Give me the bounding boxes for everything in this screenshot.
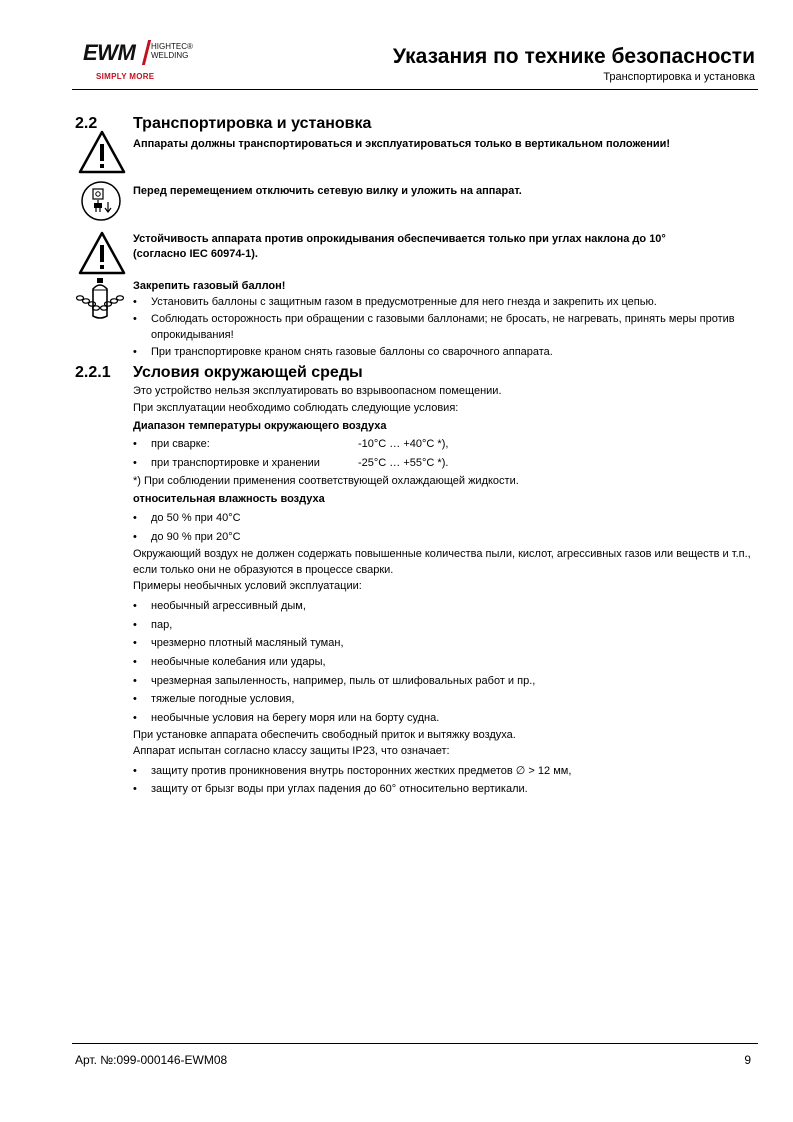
bullet-dot: •: [133, 656, 137, 668]
tilt-warning-line-1: Устойчивость аппарата против опрокидывания обеспечивается только при углах наклона до 10°: [133, 233, 666, 245]
logo-tagline-2: WELDING: [151, 51, 189, 60]
list-item-text: необычный агрессивный дым,: [151, 600, 306, 612]
bullet-dot: •: [133, 531, 137, 543]
list-item-text: При транспортировке краном снять газовые баллоны со сварочного аппарата.: [151, 346, 553, 358]
humidity-text: до 50 % при 40°C: [151, 512, 241, 524]
bullet-dot: •: [133, 693, 137, 705]
page-title: Указания по технике безопасности: [392, 45, 755, 68]
gas-cylinder-heading: Закрепить газовый баллон!: [133, 280, 286, 292]
temperature-label: при транспортировке и хранении: [151, 457, 320, 469]
air-quality-line-1: Окружающий воздух не должен содержать повышенные количества пыли, кислот, агрессивных газов или веществ и т.п.,: [133, 548, 751, 560]
ewm-logo: [83, 40, 203, 86]
logo-tagline-1: HIGHTEC®: [151, 42, 193, 51]
unplug-note: Перед перемещением отключить сетевую вилку и уложить на аппарат.: [133, 185, 522, 197]
list-item-text: необычные колебания или удары,: [151, 656, 326, 668]
air-quality-line-2: если только они не образуются в процессе сварки.: [133, 564, 394, 576]
header-divider: [72, 89, 758, 90]
gas-cylinder-chain-icon: [74, 276, 126, 322]
bullet-dot: •: [133, 619, 137, 631]
bullet-dot: •: [133, 712, 137, 724]
list-item-text: необычные условия на берегу моря или на борту судна.: [151, 712, 440, 724]
humidity-heading: относительная влажность воздуха: [133, 493, 325, 505]
installation-note: При установке аппарата обеспечить свободный приток и вытяжку воздуха.: [133, 729, 516, 741]
bullet-dot: •: [133, 457, 137, 469]
warning-triangle-icon: [77, 129, 127, 175]
humidity-text: до 90 % при 20°C: [151, 531, 241, 543]
list-item-text: тяжелые погодные условия,: [151, 693, 295, 705]
examples-heading: Примеры необычных условий эксплуатации:: [133, 580, 362, 592]
page-number: 9: [744, 1053, 751, 1067]
list-item-text: чрезмерная запыленность, например, пыль от шлифовальных работ и пр.,: [151, 675, 536, 687]
temperature-footnote: *) При соблюдении применения соответствующей охлаждающей жидкости.: [133, 475, 519, 487]
bullet-dot: •: [133, 346, 137, 358]
footer-divider: [72, 1043, 758, 1044]
bullet-dot: •: [133, 783, 137, 795]
list-item-text: защиту против проникновения внутрь посторонних жестких предметов ∅ > 12 мм,: [151, 765, 572, 777]
list-item-text: Соблюдать осторожность при обращении с газовыми баллонами; не бросать, не нагревать, принять меры против: [151, 313, 735, 325]
warning-triangle-icon: [77, 230, 127, 276]
list-item-text: Установить баллоны с защитным газом в предусмотренные для него гнезда и закрепить их цепью.: [151, 296, 657, 308]
section-title: Транспортировка и установка: [133, 115, 372, 132]
bullet-dot: •: [133, 438, 137, 450]
bullet-dot: •: [133, 296, 137, 308]
list-item-text: опрокидывания!: [151, 329, 234, 341]
section-number: 2.2: [75, 115, 98, 132]
bullet-dot: •: [133, 313, 137, 325]
bullet-dot: •: [133, 675, 137, 687]
bullet-dot: •: [133, 512, 137, 524]
warning-vertical-position: Аппараты должны транспортироваться и эксплуатироваться только в вертикальном положении!: [133, 138, 671, 150]
tilt-warning-line-2: (согласно IEC 60974-1).: [133, 248, 258, 260]
list-item-text: чрезмерно плотный масляный туман,: [151, 637, 344, 649]
temperature-label: при сварке:: [151, 438, 210, 450]
article-number: Арт. №:099-000146-EWM08: [75, 1053, 228, 1067]
logo-brand: EWM: [83, 40, 136, 65]
ip-class-note: Аппарат испытан согласно классу защиты IP23, что означает:: [133, 745, 450, 757]
page-subtitle: Транспортировка и установка: [603, 71, 755, 83]
temperature-value: -25°C … +55°C *).: [358, 457, 449, 469]
unplug-mains-icon: [80, 180, 122, 222]
subsection-title: Условия окружающей среды: [133, 364, 363, 381]
bullet-dot: •: [133, 600, 137, 612]
logo-slash: [142, 40, 151, 65]
logo-slogan: SIMPLY MORE: [96, 72, 155, 81]
list-item-text: защиту от брызг воды при углах падения до 60° относительно вертикали.: [151, 783, 528, 795]
intro-line-1: Это устройство нельзя эксплуатировать во взрывоопасном помещении.: [133, 385, 502, 397]
logo-tagline: [151, 42, 193, 60]
temperature-heading: Диапазон температуры окружающего воздуха: [133, 420, 387, 432]
subsection-number: 2.2.1: [75, 364, 111, 381]
intro-line-2: При эксплуатации необходимо соблюдать следующие условия:: [133, 402, 459, 414]
bullet-dot: •: [133, 637, 137, 649]
temperature-value: -10°C … +40°C *),: [358, 438, 449, 450]
bullet-dot: •: [133, 765, 137, 777]
list-item-text: пар,: [151, 619, 173, 631]
